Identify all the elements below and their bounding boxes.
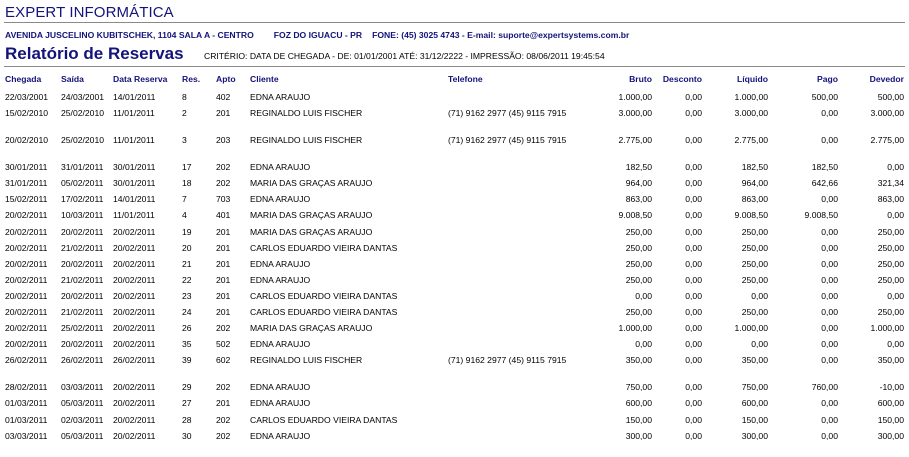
cell-bruto: 2.775,00 — [618, 135, 652, 146]
cell-desconto: 0,00 — [685, 398, 702, 409]
cell-res: 35 — [182, 339, 192, 350]
cell-devedor: 1.000,00 — [870, 323, 904, 334]
cell-res: 2 — [182, 108, 187, 119]
cell-data-reserva: 11/01/2011 — [113, 210, 155, 221]
cell-bruto: 150,00 — [625, 414, 652, 425]
cell-res: 18 — [182, 178, 192, 189]
cell-saida: 20/02/2011 — [61, 226, 104, 237]
cell-cliente: CARLOS EDUARDO VIEIRA DANTAS — [250, 414, 398, 425]
table-row — [0, 92, 909, 106]
cell-pago: 0,00 — [821, 258, 838, 269]
table-row — [0, 194, 909, 208]
cell-chegada: 20/02/2011 — [5, 323, 48, 334]
cell-chegada: 20/02/2011 — [5, 210, 48, 221]
cell-liquido: 182,50 — [741, 162, 768, 173]
cell-bruto: 250,00 — [625, 242, 652, 253]
cell-liquido: 3.000,00 — [734, 108, 768, 119]
cell-bruto: 1.000,00 — [618, 323, 652, 334]
cell-chegada: 22/03/2001 — [5, 92, 49, 102]
cell-saida: 21/02/2011 — [61, 307, 104, 317]
cell-chegada: 20/02/2011 — [5, 290, 48, 301]
cell-chegada: 15/02/2010 — [5, 108, 49, 119]
cell-desconto: 0,00 — [685, 178, 702, 189]
table-row — [0, 227, 909, 241]
cell-saida: 21/02/2011 — [61, 242, 104, 253]
cell-bruto: 863,00 — [625, 194, 652, 205]
cell-chegada: 15/02/2011 — [5, 194, 48, 205]
cell-apto: 201 — [216, 398, 231, 409]
cell-desconto: 0,00 — [685, 430, 702, 441]
cell-apto: 201 — [216, 290, 231, 301]
cell-res: 22 — [182, 274, 192, 285]
cell-devedor: 0,00 — [887, 162, 904, 173]
cell-liquido: 350,00 — [741, 355, 768, 366]
cell-devedor: 3.000,00 — [870, 108, 904, 119]
cell-apto: 201 — [216, 274, 231, 285]
cell-liquido: 0,00 — [751, 290, 768, 301]
cell-bruto: 250,00 — [625, 226, 652, 237]
cell-cliente: EDNA ARAUJO — [250, 274, 311, 285]
cell-pago: 0,00 — [821, 398, 838, 409]
cell-desconto: 0,00 — [685, 355, 702, 366]
cell-devedor: 300,00 — [877, 430, 904, 441]
cell-desconto: 0,00 — [685, 274, 702, 285]
column-header-saida: Saída — [61, 74, 84, 84]
cell-pago: 0,00 — [821, 355, 838, 366]
table-row — [0, 355, 909, 369]
cell-desconto: 0,00 — [685, 290, 702, 301]
cell-liquido: 300,00 — [741, 430, 768, 441]
cell-bruto: 300,00 — [625, 430, 652, 441]
cell-liquido: 250,00 — [741, 258, 768, 269]
cell-pago: 0,00 — [821, 307, 838, 317]
cell-res: 26 — [182, 323, 192, 334]
table-row — [0, 108, 909, 122]
cell-data-reserva: 20/02/2011 — [113, 398, 156, 409]
cell-apto: 201 — [216, 226, 231, 237]
cell-desconto: 0,00 — [685, 242, 702, 253]
cell-desconto: 0,00 — [685, 108, 702, 119]
cell-data-reserva: 20/02/2011 — [113, 339, 156, 350]
cell-liquido: 250,00 — [741, 242, 768, 253]
cell-chegada: 20/02/2011 — [5, 258, 48, 269]
table-row — [0, 382, 909, 396]
cell-devedor: 600,00 — [877, 398, 904, 409]
cell-chegada: 20/02/2011 — [5, 274, 48, 285]
cell-liquido: 1.000,00 — [734, 323, 768, 334]
cell-cliente: EDNA ARAUJO — [250, 339, 311, 350]
cell-desconto: 0,00 — [685, 226, 702, 237]
cell-cliente: EDNA ARAUJO — [250, 398, 311, 409]
company-city: FOZ DO IGUACU - PR — [273, 30, 363, 40]
cell-saida: 10/03/2011 — [61, 210, 104, 221]
cell-devedor: 250,00 — [877, 307, 904, 317]
cell-liquido: 2.775,00 — [734, 135, 768, 146]
cell-apto: 201 — [216, 258, 231, 269]
cell-cliente: MARIA DAS GRAÇAS ARAUJO — [250, 226, 373, 237]
cell-bruto: 600,00 — [625, 398, 652, 409]
cell-devedor: 250,00 — [877, 226, 904, 237]
cell-pago: 0,00 — [821, 194, 838, 205]
cell-devedor: -10,00 — [879, 382, 904, 393]
column-header-apto: Apto — [216, 74, 236, 84]
cell-chegada: 01/03/2011 — [5, 398, 48, 409]
cell-res: 27 — [182, 398, 192, 409]
cell-cliente: REGINALDO LUIS FISCHER — [250, 135, 363, 146]
cell-cliente: MARIA DAS GRAÇAS ARAUJO — [250, 178, 373, 189]
cell-data-reserva: 20/02/2011 — [113, 414, 156, 425]
table-row — [0, 307, 909, 321]
cell-chegada: 01/03/2011 — [5, 414, 48, 425]
column-header-liquido: Líquido — [736, 74, 768, 84]
cell-res: 30 — [182, 430, 192, 441]
cell-devedor: 863,00 — [877, 194, 904, 205]
report-title: Relatório de Reservas — [5, 44, 184, 63]
cell-liquido: 250,00 — [741, 307, 768, 317]
table-row — [0, 275, 909, 289]
cell-bruto: 350,00 — [625, 355, 652, 366]
cell-bruto: 0,00 — [635, 339, 652, 350]
cell-liquido: 863,00 — [741, 194, 768, 205]
cell-desconto: 0,00 — [685, 258, 702, 269]
cell-data-reserva: 20/02/2011 — [113, 382, 156, 393]
cell-saida: 20/02/2011 — [61, 258, 104, 269]
cell-devedor: 350,00 — [877, 355, 904, 366]
cell-telefone: (71) 9162 2977 (45) 9115 7915 — [448, 108, 567, 119]
cell-liquido: 750,00 — [741, 382, 768, 393]
cell-apto: 202 — [216, 414, 231, 425]
cell-liquido: 600,00 — [741, 398, 768, 409]
cell-apto: 502 — [216, 339, 231, 350]
table-row — [0, 259, 909, 273]
cell-bruto: 750,00 — [625, 382, 652, 393]
cell-cliente: EDNA ARAUJO — [250, 382, 311, 393]
cell-apto: 201 — [216, 242, 231, 253]
cell-bruto: 9.008,50 — [618, 210, 652, 221]
cell-pago: 0,00 — [821, 323, 838, 334]
cell-desconto: 0,00 — [685, 135, 702, 146]
cell-apto: 202 — [216, 430, 231, 441]
cell-res: 39 — [182, 355, 192, 366]
cell-bruto: 3.000,00 — [618, 108, 652, 119]
cell-desconto: 0,00 — [685, 414, 702, 425]
table-row — [0, 178, 909, 192]
cell-saida: 26/02/2011 — [61, 355, 104, 366]
cell-pago: 0,00 — [821, 108, 838, 119]
company-contact: FONE: (45) 3025 4743 - E-mail: suporte@expertsystems.com.br — [372, 30, 630, 40]
cell-apto: 202 — [216, 162, 231, 173]
cell-pago: 760,00 — [811, 382, 838, 393]
cell-data-reserva: 14/01/2011 — [113, 194, 156, 205]
cell-devedor: 500,00 — [877, 92, 904, 102]
table-row — [0, 431, 909, 445]
cell-res: 7 — [182, 194, 187, 205]
cell-data-reserva: 20/02/2011 — [113, 290, 156, 301]
table-row — [0, 210, 909, 224]
cell-bruto: 250,00 — [625, 274, 652, 285]
cell-saida: 25/02/2011 — [61, 323, 104, 334]
cell-liquido: 964,00 — [741, 178, 768, 189]
cell-chegada: 20/02/2011 — [5, 339, 48, 350]
cell-desconto: 0,00 — [685, 323, 702, 334]
cell-liquido: 1.000,00 — [734, 92, 768, 102]
cell-res: 29 — [182, 382, 192, 393]
cell-apto: 201 — [216, 108, 231, 119]
cell-cliente: MARIA DAS GRAÇAS ARAUJO — [250, 323, 373, 334]
cell-saida: 24/03/2001 — [61, 92, 105, 102]
cell-data-reserva: 20/02/2011 — [113, 258, 156, 269]
column-header-telefone: Telefone — [448, 74, 483, 84]
cell-apto: 202 — [216, 323, 231, 334]
cell-pago: 9.008,50 — [804, 210, 838, 221]
cell-liquido: 250,00 — [741, 274, 768, 285]
cell-cliente: REGINALDO LUIS FISCHER — [250, 108, 363, 119]
cell-data-reserva: 20/02/2011 — [113, 242, 156, 253]
cell-saida: 05/03/2011 — [61, 430, 104, 441]
cell-apto: 402 — [216, 92, 231, 102]
cell-apto: 602 — [216, 355, 231, 366]
report-criteria: CRITÉRIO: DATA DE CHEGADA - DE: 01/01/2001 ATÉ: 31/12/2222 - IMPRESSÃO: 08/06/2011 19:45:54 — [204, 51, 605, 61]
cell-apto: 202 — [216, 178, 231, 189]
cell-pago: 0,00 — [821, 274, 838, 285]
table-row — [0, 162, 909, 176]
cell-pago: 182,50 — [811, 162, 838, 173]
cell-chegada: 20/02/2011 — [5, 226, 48, 237]
cell-liquido: 150,00 — [741, 414, 768, 425]
cell-res: 20 — [182, 242, 192, 253]
column-header-pago: Pago — [816, 74, 838, 84]
cell-apto: 203 — [216, 135, 231, 146]
company-name: EXPERT INFORMÁTICA — [5, 4, 174, 21]
cell-bruto: 1.000,00 — [618, 92, 652, 102]
cell-pago: 0,00 — [821, 135, 838, 146]
cell-res: 23 — [182, 290, 192, 301]
cell-cliente: EDNA ARAUJO — [250, 430, 311, 441]
company-address: AVENIDA JUSCELINO KUBITSCHEK, 1104 SALA A - CENTRO — [5, 30, 254, 40]
title-divider — [4, 66, 905, 67]
cell-cliente: CARLOS EDUARDO VIEIRA DANTAS — [250, 242, 398, 253]
cell-data-reserva: 30/01/2011 — [113, 178, 156, 189]
cell-chegada: 26/02/2011 — [5, 355, 48, 366]
table-row — [0, 398, 909, 412]
cell-res: 4 — [182, 210, 187, 221]
cell-data-reserva: 30/01/2011 — [113, 162, 156, 173]
cell-devedor: 150,00 — [877, 414, 904, 425]
cell-bruto: 0,00 — [635, 290, 652, 301]
cell-chegada: 31/01/2011 — [5, 178, 48, 189]
cell-cliente: EDNA ARAUJO — [250, 194, 311, 205]
cell-data-reserva: 20/02/2011 — [113, 226, 156, 237]
cell-liquido: 250,00 — [741, 226, 768, 237]
cell-devedor: 321,34 — [877, 178, 904, 189]
cell-pago: 0,00 — [821, 414, 838, 425]
cell-liquido: 0,00 — [751, 339, 768, 350]
cell-res: 28 — [182, 414, 192, 425]
column-header-desconto: Desconto — [662, 74, 702, 84]
cell-data-reserva: 20/02/2011 — [113, 307, 156, 317]
cell-apto: 201 — [216, 307, 231, 317]
cell-data-reserva: 14/01/2011 — [113, 92, 156, 102]
cell-devedor: 0,00 — [887, 210, 904, 221]
cell-cliente: EDNA ARAUJO — [250, 162, 311, 173]
column-header-cliente: Cliente — [250, 74, 279, 84]
cell-saida: 21/02/2011 — [61, 274, 104, 285]
cell-pago: 500,00 — [811, 92, 838, 102]
company-address-line — [5, 30, 649, 40]
cell-cliente: CARLOS EDUARDO VIEIRA DANTAS — [250, 307, 398, 317]
cell-pago: 642,66 — [811, 178, 838, 189]
table-row — [0, 415, 909, 429]
column-header-chegada: Chegada — [5, 74, 42, 84]
cell-saida: 05/03/2011 — [61, 398, 104, 409]
cell-devedor: 0,00 — [887, 339, 904, 350]
cell-saida: 25/02/2010 — [61, 135, 105, 146]
cell-saida: 05/02/2011 — [61, 178, 104, 189]
cell-saida: 20/02/2011 — [61, 290, 104, 301]
cell-chegada: 20/02/2010 — [5, 135, 49, 146]
cell-chegada: 20/02/2011 — [5, 307, 48, 317]
cell-desconto: 0,00 — [685, 339, 702, 350]
cell-apto: 703 — [216, 194, 231, 205]
cell-bruto: 250,00 — [625, 307, 652, 317]
cell-data-reserva: 20/02/2011 — [113, 430, 156, 441]
cell-pago: 0,00 — [821, 290, 838, 301]
cell-chegada: 30/01/2011 — [5, 162, 48, 173]
cell-bruto: 250,00 — [625, 258, 652, 269]
cell-res: 24 — [182, 307, 192, 317]
column-header-data-reserva: Data Reserva — [113, 74, 168, 84]
cell-saida: 20/02/2011 — [61, 339, 104, 350]
column-header-devedor: Devedor — [869, 74, 904, 84]
cell-apto: 202 — [216, 382, 231, 393]
cell-cliente: MARIA DAS GRAÇAS ARAUJO — [250, 210, 373, 221]
cell-devedor: 250,00 — [877, 242, 904, 253]
cell-cliente: EDNA ARAUJO — [250, 92, 311, 102]
cell-saida: 03/03/2011 — [61, 382, 104, 393]
table-row — [0, 135, 909, 149]
cell-pago: 0,00 — [821, 226, 838, 237]
cell-res: 19 — [182, 226, 192, 237]
cell-desconto: 0,00 — [685, 307, 702, 317]
cell-data-reserva: 20/02/2011 — [113, 323, 156, 334]
cell-apto: 401 — [216, 210, 231, 221]
cell-cliente: EDNA ARAUJO — [250, 258, 311, 269]
cell-data-reserva: 20/02/2011 — [113, 274, 156, 285]
cell-devedor: 2.775,00 — [870, 135, 904, 146]
table-row — [0, 243, 909, 257]
column-header-res: Res. — [182, 74, 201, 84]
cell-bruto: 964,00 — [625, 178, 652, 189]
cell-res: 17 — [182, 162, 192, 173]
cell-desconto: 0,00 — [685, 92, 702, 102]
cell-saida: 31/01/2011 — [61, 162, 104, 173]
cell-devedor: 250,00 — [877, 258, 904, 269]
cell-desconto: 0,00 — [685, 194, 702, 205]
cell-saida: 02/03/2011 — [61, 414, 104, 425]
cell-saida: 25/02/2010 — [61, 108, 105, 119]
cell-cliente: REGINALDO LUIS FISCHER — [250, 355, 363, 366]
cell-desconto: 0,00 — [685, 162, 702, 173]
cell-desconto: 0,00 — [685, 382, 702, 393]
cell-cliente: CARLOS EDUARDO VIEIRA DANTAS — [250, 290, 398, 301]
cell-liquido: 9.008,50 — [734, 210, 768, 221]
header-divider — [4, 22, 905, 23]
cell-devedor: 250,00 — [877, 274, 904, 285]
table-row — [0, 339, 909, 353]
cell-data-reserva: 26/02/2011 — [113, 355, 156, 366]
cell-pago: 0,00 — [821, 242, 838, 253]
cell-res: 8 — [182, 92, 187, 102]
cell-chegada: 03/03/2011 — [5, 430, 48, 441]
cell-res: 3 — [182, 135, 187, 146]
column-header-bruto: Bruto — [629, 74, 652, 84]
table-row — [0, 323, 909, 337]
cell-data-reserva: 11/01/2011 — [113, 135, 155, 146]
cell-res: 21 — [182, 258, 192, 269]
cell-desconto: 0,00 — [685, 210, 702, 221]
table-row — [0, 291, 909, 305]
cell-bruto: 182,50 — [625, 162, 652, 173]
cell-telefone: (71) 9162 2977 (45) 9115 7915 — [448, 135, 567, 146]
cell-chegada: 28/02/2011 — [5, 382, 48, 393]
cell-pago: 0,00 — [821, 339, 838, 350]
cell-saida: 17/02/2011 — [61, 194, 104, 205]
cell-data-reserva: 11/01/2011 — [113, 108, 155, 119]
cell-telefone: (71) 9162 2977 (45) 9115 7915 — [448, 355, 567, 366]
cell-devedor: 0,00 — [887, 290, 904, 301]
cell-chegada: 20/02/2011 — [5, 242, 48, 253]
cell-pago: 0,00 — [821, 430, 838, 441]
